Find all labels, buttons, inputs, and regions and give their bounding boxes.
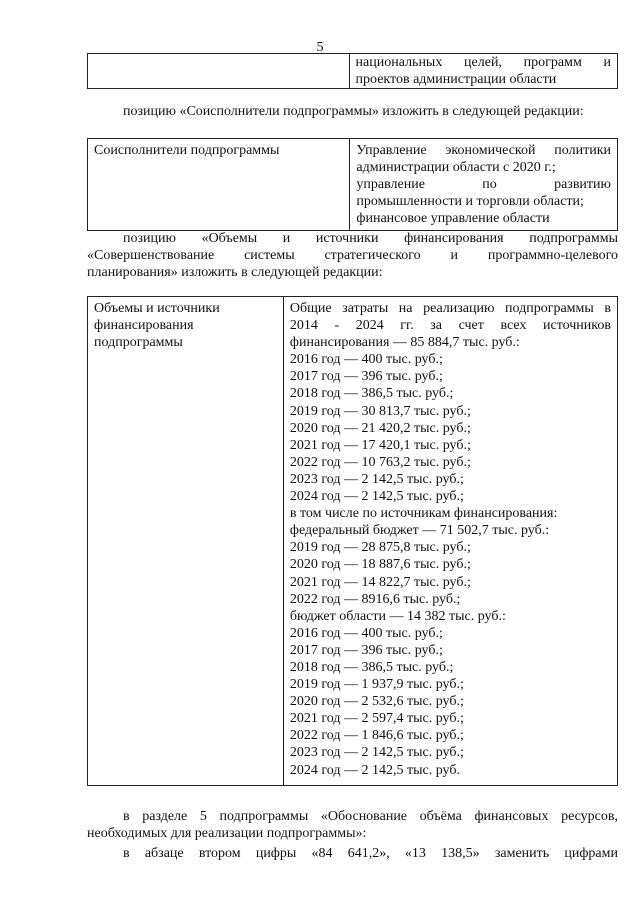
text-line: необходимых для реализации подпрограммы»:: [87, 826, 367, 841]
financing-row: 2024 год — 2 142,5 тыс. руб.;: [289, 489, 464, 505]
financing-row: 2021 год — 14 822,7 тыс. руб.;: [289, 574, 471, 590]
page-number: 5: [316, 40, 324, 55]
table-cell-label: Соисполнители подпрограммы: [88, 139, 350, 231]
financing-row: 2017 год — 396 тыс. руб.;: [289, 369, 443, 385]
paragraph-section5: [87, 808, 618, 842]
financing-row: 2022 год — 8916,6 тыс. руб.;: [289, 591, 461, 607]
financing-row: 2022 год — 1 846,6 тыс. руб.;: [289, 728, 464, 744]
financing-row: 2021 год — 2 597,4 тыс. руб.;: [289, 711, 464, 727]
table-coexecutors: [87, 138, 618, 231]
text-line: в разделе 5 подпрограммы «Обоснование объёма финансовых ресурсов,: [123, 809, 618, 824]
text-line: финансирования — 85 884,7 тыс. руб.:: [289, 335, 520, 351]
text-line: проектов администрации области: [355, 72, 557, 87]
financing-row: 2016 год — 400 тыс. руб.;: [289, 625, 443, 641]
financing-row: 2024 год — 2 142,5 тыс. руб.: [289, 762, 460, 778]
table-financing: [87, 296, 618, 786]
text-line: промышленности и торговли области;: [356, 194, 584, 209]
table-cell-items: [350, 139, 618, 231]
text-line: планирования» изложить в следующей редакции:: [87, 265, 383, 280]
financing-row: 2022 год — 10 763,2 тыс. руб.;: [289, 454, 471, 470]
table-cell-empty: [88, 54, 350, 89]
financing-row: 2018 год — 386,5 тыс. руб.;: [289, 659, 454, 675]
table-cell-label: [88, 297, 284, 786]
text-line: Управление экономической политики: [356, 143, 611, 158]
text-line: финансирования: [94, 318, 194, 334]
text-line: 2014 - 2024 гг. за счет всех источников: [289, 318, 611, 334]
text-line: в абзаце втором цифры «84 641,2», «13 138,5» заменить цифрами: [123, 846, 618, 861]
text-line: в том числе по источникам финансирования:: [289, 506, 558, 522]
text-line: Объемы и источники: [94, 301, 220, 316]
financing-row: 2019 год — 28 875,8 тыс. руб.;: [289, 540, 471, 556]
financing-row: 2017 год — 396 тыс. руб.;: [289, 642, 443, 658]
table-cell-text: [349, 54, 617, 89]
table-cell-financing: [283, 297, 617, 786]
paragraph-financing-intro: [87, 230, 618, 281]
financing-row: 2023 год — 2 142,5 тыс. руб.;: [289, 745, 464, 761]
paragraph-replace-figures: [87, 845, 618, 862]
financing-row: 2021 год — 17 420,1 тыс. руб.;: [289, 437, 471, 453]
financing-row: 2019 год — 1 937,9 тыс. руб.;: [289, 677, 464, 693]
financing-row: 2020 год — 21 420,2 тыс. руб.;: [289, 420, 471, 436]
financing-row: 2019 год — 30 813,7 тыс. руб.;: [289, 403, 471, 419]
text-line: позицию «Объемы и источники финансирования подпрограммы: [123, 231, 618, 246]
text-line: «Совершенствование системы стратегического и программно-целевого: [87, 248, 618, 263]
text-line: подпрограммы: [94, 335, 183, 351]
financing-row: 2016 год — 400 тыс. руб.;: [289, 352, 443, 368]
text-line: национальных целей, программ и: [355, 55, 611, 70]
text-line: бюджет области — 14 382 тыс. руб.:: [289, 608, 506, 624]
financing-row: 2023 год — 2 142,5 тыс. руб.;: [289, 471, 464, 487]
text-line: федеральный бюджет — 71 502,7 тыс. руб.:: [289, 523, 550, 539]
financing-row: 2020 год — 2 532,6 тыс. руб.;: [289, 694, 464, 710]
text-line: администрации области с 2020 г.;: [356, 160, 556, 175]
text-line: управление по развитию: [356, 177, 611, 192]
text-line: Общие затраты на реализацию подпрограммы в: [289, 301, 611, 316]
financing-row: 2020 год — 18 887,6 тыс. руб.;: [289, 557, 471, 573]
table-continuation: [87, 53, 618, 89]
paragraph-coexecutors-intro: позицию «Соисполнители подпрограммы» изложить в следующей редакции:: [123, 104, 584, 119]
text-line: финансовое управление области: [356, 211, 550, 226]
financing-row: 2018 год — 386,5 тыс. руб.;: [289, 386, 454, 402]
